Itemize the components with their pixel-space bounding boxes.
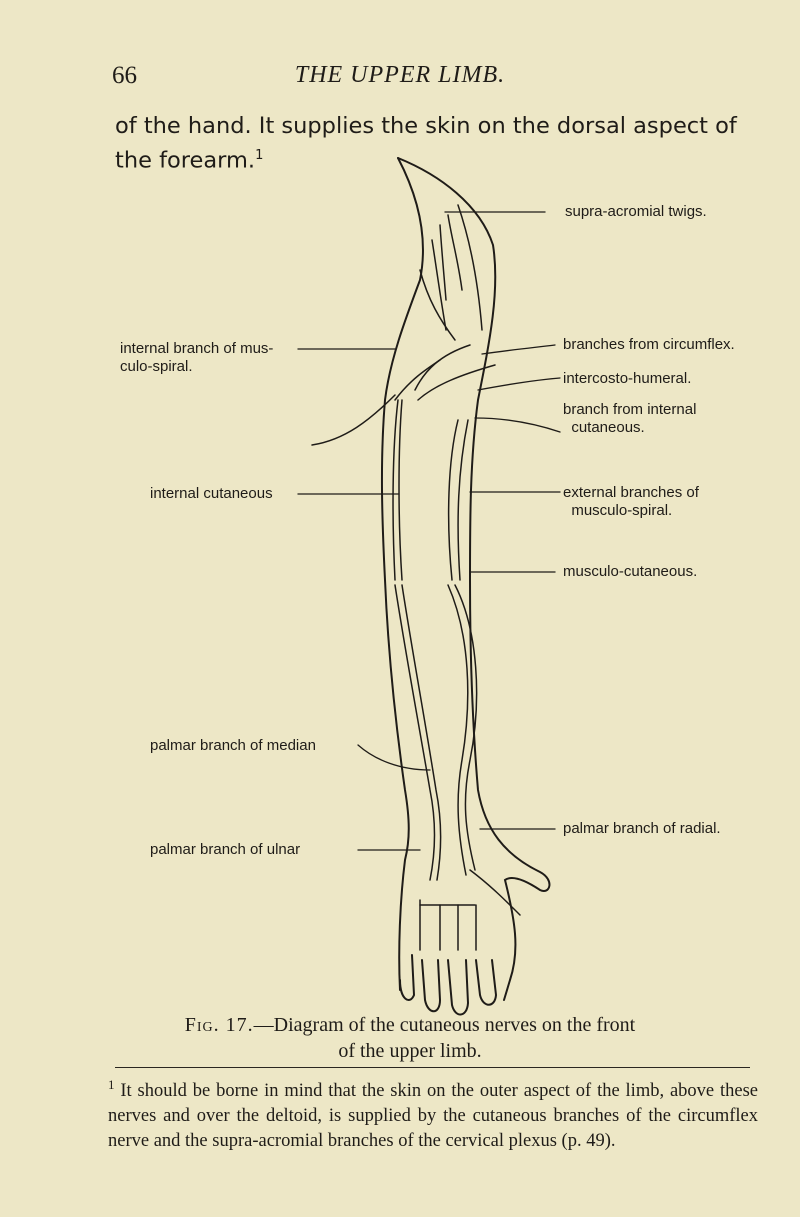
label-branches-from-circumflex: branches from circumflex.: [563, 336, 735, 353]
caption-figure-number: Fig. 17.: [184, 1014, 254, 1036]
footnote-reference: 1: [255, 148, 264, 163]
label-internal-cutaneous: internal cutaneous: [150, 485, 273, 502]
label-palmar-branch-radial: palmar branch of radial.: [563, 820, 721, 837]
label-musculo-cutaneous: musculo-cutaneous.: [563, 563, 698, 580]
running-head: THE UPPER LIMB.: [294, 62, 506, 88]
footnote-rule: [115, 1067, 750, 1068]
label-intercosto-humeral: intercosto-humeral.: [563, 370, 692, 387]
arm-outline: [382, 158, 550, 1015]
leader-lines: [298, 212, 560, 850]
label-branch-from-internal-cutaneous: branch from internal cutaneous.: [563, 401, 697, 436]
caption-text: —Diagram of the cutaneous nerves on the front of the upper limb.: [253, 1014, 636, 1062]
opening-text: of the hand. It supplies the skin on the dorsal aspect of the forearm.: [115, 113, 737, 174]
label-palmar-branch-median: palmar branch of median: [150, 737, 316, 754]
footnote: [108, 1072, 758, 1154]
page-number: 66: [112, 62, 137, 89]
footnote-text: It should be borne in mind that the skin on the outer aspect of the limb, above these nerves and over the deltoid, is supplied by the cutaneous branches of the circumflex nerve and the supra-acromial branches of the cervical plexus (p. 49).: [108, 1081, 759, 1152]
nerve-lines: [312, 205, 520, 950]
label-palmar-branch-ulnar: palmar branch of ulnar: [150, 841, 301, 858]
label-supra-acromial-twigs: supra-acromial twigs.: [565, 203, 707, 220]
figure-caption: [100, 1012, 720, 1064]
label-internal-branch-musculo-spiral: internal branch of mus- culo-spiral.: [120, 340, 274, 375]
label-external-branches-musculo-spiral: external branches of musculo-spiral.: [563, 484, 699, 519]
footnote-marker: 1: [108, 1077, 115, 1092]
